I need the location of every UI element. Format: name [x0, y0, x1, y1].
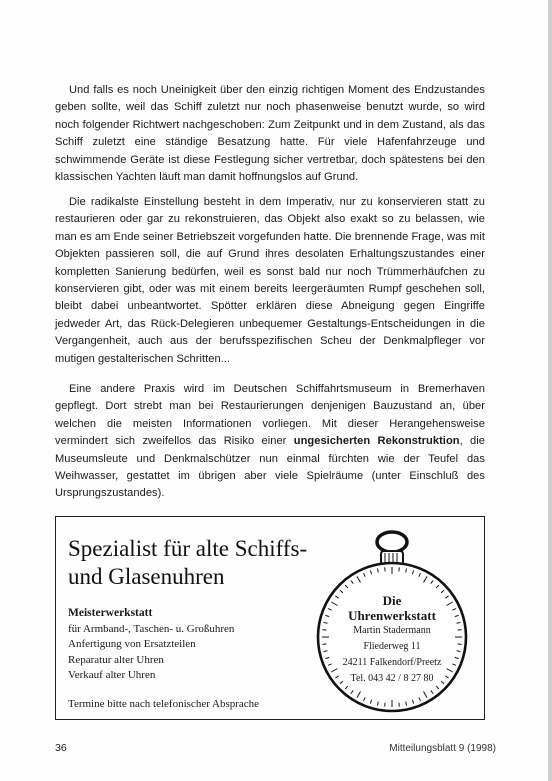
paragraph-1: [55, 82, 485, 186]
paragraph-3: [55, 381, 485, 503]
pocket-watch-graphic: [309, 529, 475, 717]
watch-shop-name-line-2: Uhrenwerkstatt: [348, 608, 436, 623]
ad-workshop-line: Verkauf alter Uhren: [68, 668, 156, 681]
paragraph-3-emphasis: ungesicherten Rekonstruktion: [293, 435, 460, 448]
ad-appointment-note: Termine bitte nach telefonischer Absprache: [68, 698, 260, 710]
ad-title: [68, 535, 348, 591]
publication-title: Mitteilungsblatt 9 (1998): [389, 743, 496, 754]
ad-title-line-1: Spezialist für alte Schiffs-: [68, 536, 308, 561]
advertisement-box: [55, 516, 485, 720]
paragraph-3-end: , die Museumsleute und Denkmalschützer nun einmal fürchten wie der Teufel das Weihwasser, gestattet im übrigen aber viele Spielräume (unter Einschluß des Ursprungszustandes).: [55, 435, 486, 500]
paragraph-1-text: Und falls es noch Uneinigkeit über den einzig richtigen Moment des Endzustandes geben sollte, weil das Schiff zuletzt nur noch phasenweise benutzt wurde, so wird noch folgender Richtwert nachgeschoben: Zum Zeitpunkt und in dem Zustand, als das Schiff zuletzt eine ständige Besatzung hatte. Für viele Hafenfahrzeuge und schwimmende Geräte ist diese Festlegung sicher vertretbar, doch spätestens bei den klassischen Yachten läuft man damit hoffnungslos auf Grund.: [55, 84, 485, 184]
watch-dial-text: [309, 593, 475, 687]
paragraph-3-start: Eine andere Praxis wird im Deutschen Schiffahrtsmuseum in Bremerhaven gepflegt. Dort strebt man bei Restaurierungen denjenigen Bauzustand an, über welchen die meisten Informationen vorliegen. Mit dieser Herangehensweise vermindert sich zweifellos das Risiko einer: [55, 383, 485, 448]
ad-workshop-line: Anfertigung von Ersatzteilen: [68, 638, 196, 651]
ad-workshop-heading: Meisterwerkstatt: [68, 607, 153, 619]
page-number: 36: [55, 742, 67, 754]
watch-phone: Tel. 043 42 / 8 27 80: [350, 673, 434, 684]
paragraph-2: [55, 194, 485, 368]
ad-workshop-list: [68, 606, 308, 683]
ad-workshop-line: für Armband-, Taschen- u. Großuhren: [68, 623, 235, 636]
paragraph-2-text: Die radikalste Einstellung besteht in dem Imperativ, nur zu konservieren statt zu restaurieren oder gar zu rekonstruieren, das Objekt also exakt so zu belassen, wie man es am Ende seiner Betriebszeit vorgefunden hatte. Die brennende Frage, was mit Objekten passieren soll, die auf Grund ihres desolaten Erhaltungszustandes einer kompletten Sanierung bedürfen, weil es sonst bald nur noch Trümmerhäufchen zu konservieren gibt, oder was mit einem bereits leergeräumten Rumpf geschehen soll, bleibt dabei unbeantwortet. Spötter erklären diese Abneigung gegen Eingriffe jedweder Art, das Rück-Delegieren unbequemer Gestaltungs-Entscheidungen in die Vergangenheit, auch aus der berufsspezifischen Scheu der Denkmalpfleger vor mutigen gestalterischen Schritten...: [55, 196, 485, 365]
watch-owner: Martin Stadermann: [353, 625, 431, 636]
ad-workshop-line: Reparatur alter Uhren: [68, 653, 164, 666]
watch-city: 24211 Falkendorf/Preetz: [342, 657, 442, 668]
paragraph-3-text: [55, 381, 485, 503]
watch-shop-name-line-1: Die: [382, 593, 402, 608]
ad-title-line-2: und Glasenuhren: [68, 564, 225, 589]
watch-street: Fliederweg 11: [363, 641, 421, 652]
